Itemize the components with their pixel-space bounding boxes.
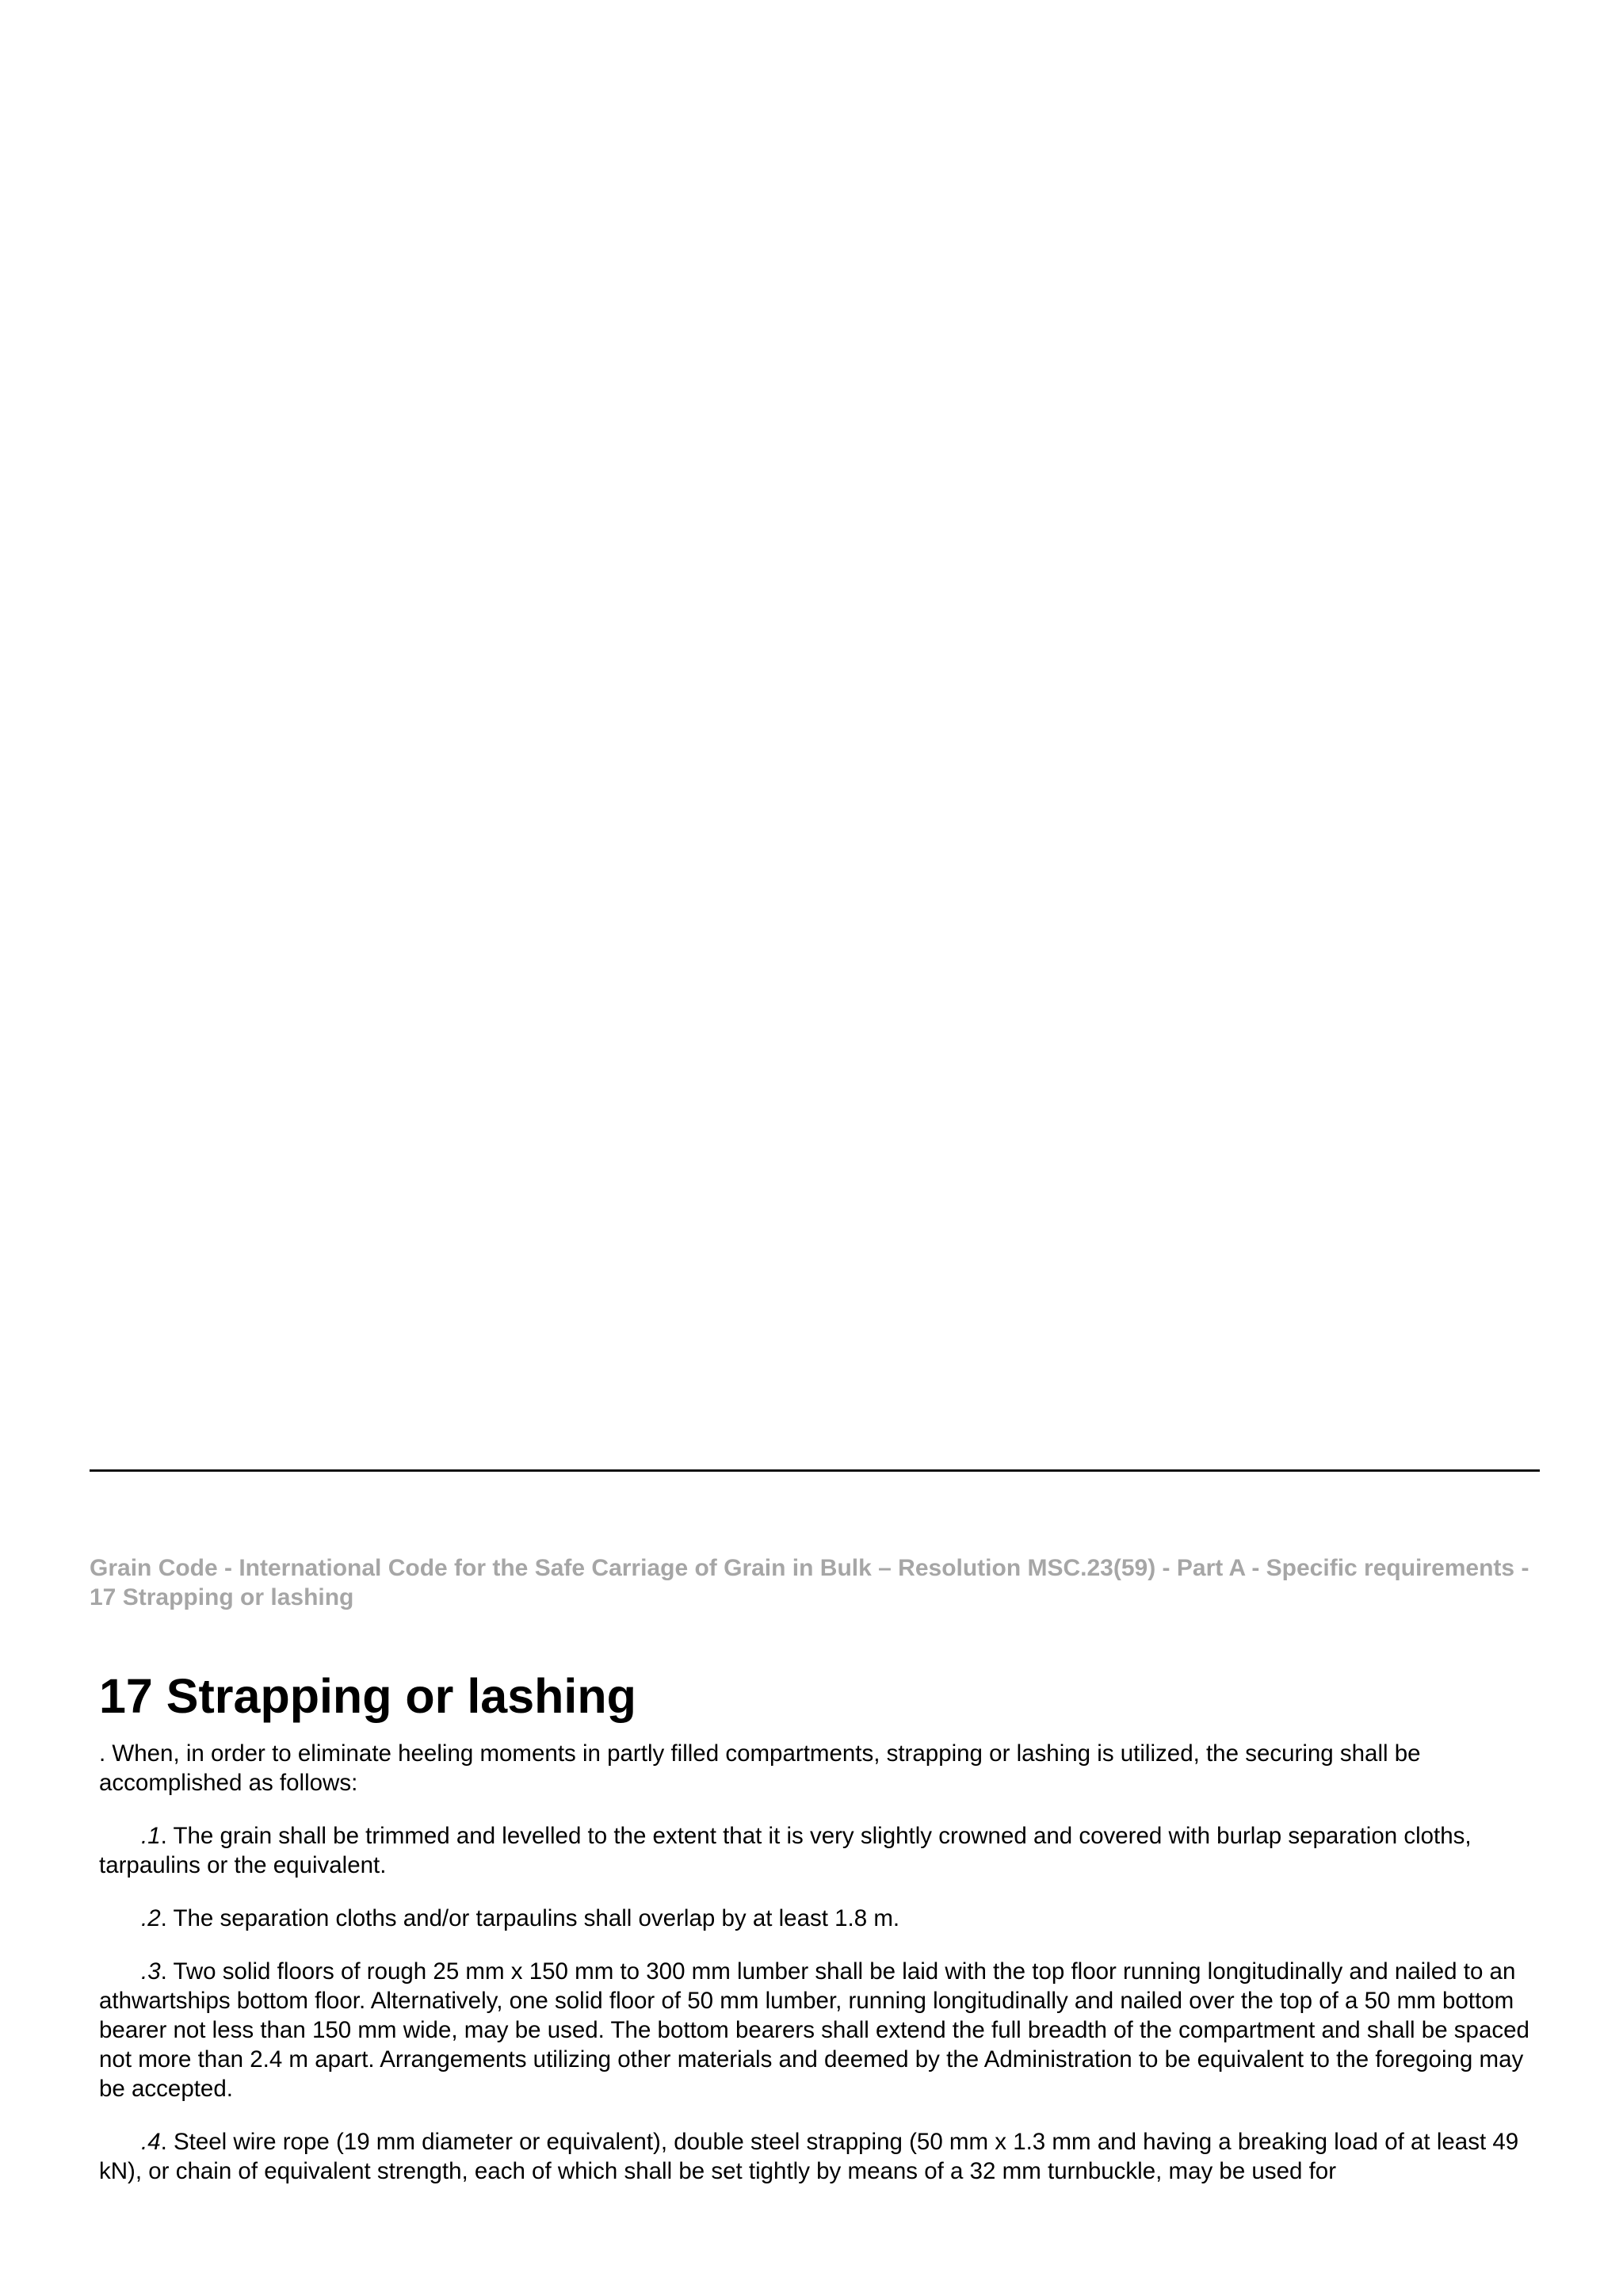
item-number: .2 [141, 1905, 161, 1931]
item-number: .4 [141, 2129, 161, 2155]
list-item-3 [99, 1957, 1541, 2103]
header-divider [90, 1469, 1540, 1472]
item-text: . Steel wire rope (19 mm diameter or equivalent), double steel strapping (50 mm x 1.3 mm and having a breaking load of at least 49 kN), or chain of equivalent strength, each of which shall be set tightly by means of a 32 mm turnbuckle, may be used for [99, 2129, 1519, 2184]
list-item-4 [99, 2127, 1541, 2186]
item-number: .3 [141, 1958, 161, 1985]
item-text: . The separation cloths and/or tarpaulins shall overlap by at least 1.8 m. [160, 1905, 900, 1931]
list-item-2 [99, 1904, 1541, 1933]
breadcrumb: Grain Code - International Code for the Safe Carriage of Grain in Bulk – Resolution MSC.23(59) - Part A - Specific requirements - 17 Strapping or lashing [90, 1555, 1529, 1610]
document-body [99, 1664, 1541, 2210]
item-text: . Two solid floors of rough 25 mm x 150 mm to 300 mm lumber shall be laid with the top floor running longitudinally and nailed to an athwartships bottom floor. Alternatively, one solid floor of 50 mm lumber, running longitudinally and nailed over the top of a 50 mm bottom bearer not less than 150 mm wide, may be used. The bottom bearers shall extend the full breadth of the compartment and shall be spaced not more than 2.4 m apart. Arrangements utilizing other materials and deemed by the Administration to be equivalent to the foregoing may be accepted. [99, 1958, 1529, 2102]
item-number: .1 [141, 1823, 161, 1849]
page-title: 17 Strapping or lashing [99, 1669, 636, 1723]
list-item-1 [99, 1821, 1541, 1880]
intro-paragraph: . When, in order to eliminate heeling moments in partly filled compartments, strapping or lashing is utilized, the securing shall be accomplished as follows: [99, 1740, 1421, 1796]
item-text: . The grain shall be trimmed and levelled to the extent that it is very slightly crowned and covered with burlap separation cloths, tarpaulins or the equivalent. [99, 1823, 1472, 1878]
